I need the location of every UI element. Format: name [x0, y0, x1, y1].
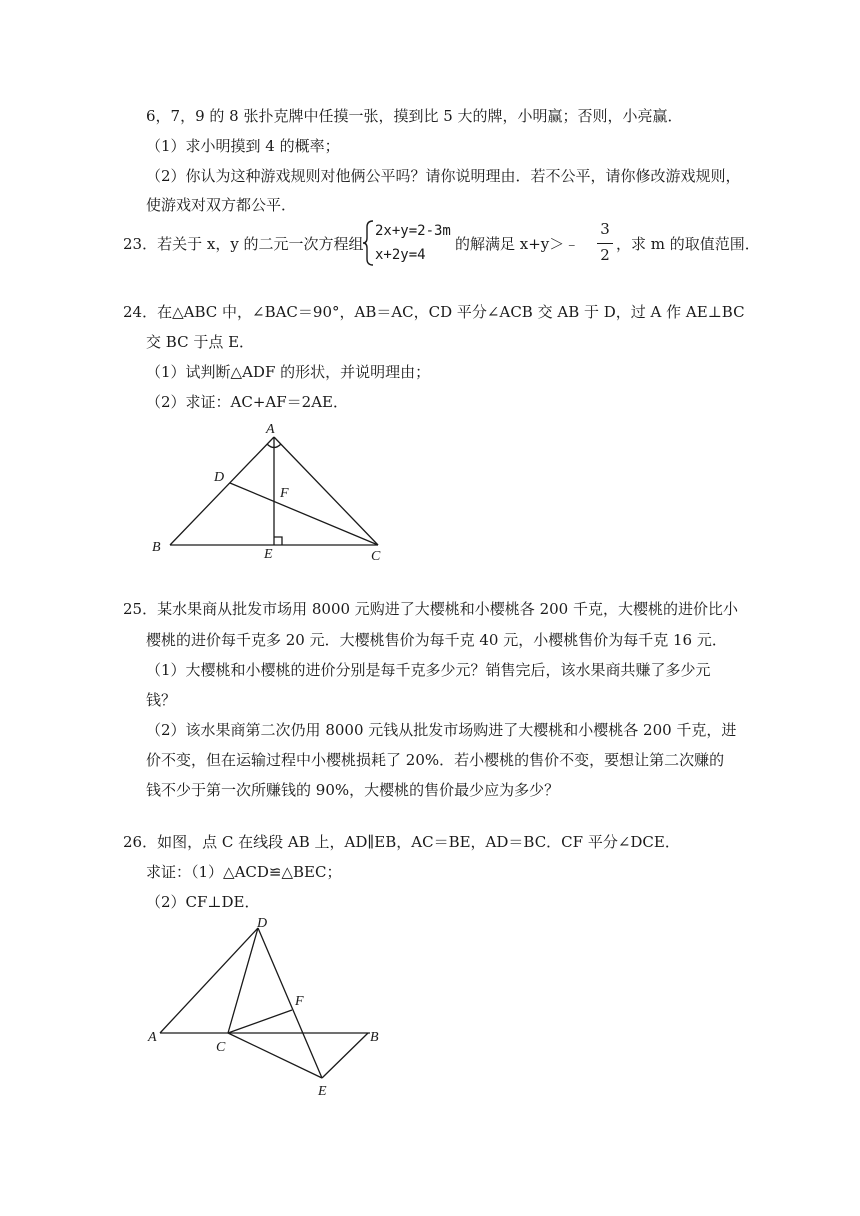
- label-A: A: [148, 1030, 157, 1045]
- q23-equation-system: [363, 219, 455, 267]
- q23-frac-num: 3: [600, 220, 610, 238]
- q22-part1: （1）求小明摸到 4 的概率；: [146, 137, 340, 155]
- segment-AB: [170, 437, 274, 545]
- label-E: E: [264, 547, 273, 562]
- label-A: A: [266, 422, 275, 437]
- q23-frac-den: 2: [600, 246, 610, 264]
- segment-CF: [228, 1010, 292, 1033]
- segment-EB: [322, 1033, 368, 1078]
- label-B: B: [152, 540, 161, 555]
- label-D: D: [257, 916, 268, 931]
- brace-icon: [363, 219, 375, 267]
- label-C: C: [216, 1040, 226, 1055]
- q25-text-line2: 樱桃的进价每千克多 20 元．大樱桃售价为每千克 40 元，小樱桃售价为每千克 16 元．: [146, 631, 727, 649]
- q24-part2: （2）求证：AC+AF＝2AE．: [146, 393, 348, 411]
- q24-text-line1: 24．在△ABC 中，∠BAC＝90°，AB＝AC，CD 平分∠ACB 交 AB 于 D，过 A 作 AE⊥BC: [123, 303, 745, 321]
- q24-figure: [140, 415, 400, 565]
- q23-prefix: 23．若关于 x，y 的二元一次方程组: [123, 235, 364, 253]
- q25-part2-line3: 钱不少于第一次所赚钱的 90%，大樱桃的售价最少应为多少？: [146, 781, 560, 799]
- right-angle-mark: [274, 537, 282, 545]
- q25-text-line1: 25．某水果商从批发市场用 8000 元购进了大樱桃和小樱桃各 200 千克，大樱桃的进价比小: [123, 600, 738, 618]
- segment-DE: [258, 928, 322, 1078]
- q26-figure: [140, 910, 400, 1105]
- segment-AC: [274, 437, 378, 545]
- q24-part1: （1）试判断△ADF 的形状，并说明理由；: [146, 363, 431, 381]
- q22-text-line1: 6，7，9 的 8 张扑克牌中任摸一张，摸到比 5 大的牌，小明赢；否则，小亮赢．: [146, 107, 683, 125]
- q25-part1-line1: （1）大樱桃和小樱桃的进价分别是每千克多少元？销售完后，该水果商共赚了多少元: [146, 661, 711, 679]
- q23-eq2: x+2y=4: [375, 247, 426, 263]
- label-B: B: [370, 1030, 379, 1045]
- q25-part2-line1: （2）该水果商第二次仍用 8000 元钱从批发市场购进了大樱桃和小樱桃各 200 千克，进: [146, 721, 737, 739]
- segment-CD: [230, 483, 378, 545]
- segment-CE: [228, 1033, 322, 1078]
- q26-part2: （2）CF⊥DE．: [146, 893, 260, 911]
- label-C: C: [371, 549, 381, 564]
- q23-frac-bar: [597, 243, 613, 244]
- q25-part1-line2: 钱？: [146, 691, 177, 709]
- q24-text-line2: 交 BC 于点 E．: [146, 333, 255, 351]
- q22-part2-line1: （2）你认为这种游戏规则对他俩公平吗？请你说明理由．若不公平，请你修改游戏规则，: [146, 167, 741, 185]
- q23-eq1: 2x+y=2-3m: [375, 223, 451, 239]
- label-E: E: [318, 1084, 327, 1099]
- label-D: D: [214, 470, 225, 485]
- q23-suffix: ，求 m 的取值范围．: [616, 235, 760, 253]
- label-F: F: [295, 994, 304, 1009]
- label-F: F: [280, 486, 289, 501]
- q23-mid: 的解满足 x+y＞﹣: [455, 235, 580, 253]
- q26-part1: 求证：（1）△ACD≌△BEC；: [146, 863, 342, 881]
- q25-part2-line2: 价不变，但在运输过程中小樱桃损耗了 20%．若小樱桃的售价不变，要想让第二次赚的: [146, 751, 725, 769]
- q22-part2-line2: 使游戏对双方都公平．: [146, 196, 297, 214]
- q26-text-line1: 26．如图，点 C 在线段 AB 上，AD∥EB，AC＝BE，AD＝BC．CF 平分∠DCE．: [123, 833, 680, 851]
